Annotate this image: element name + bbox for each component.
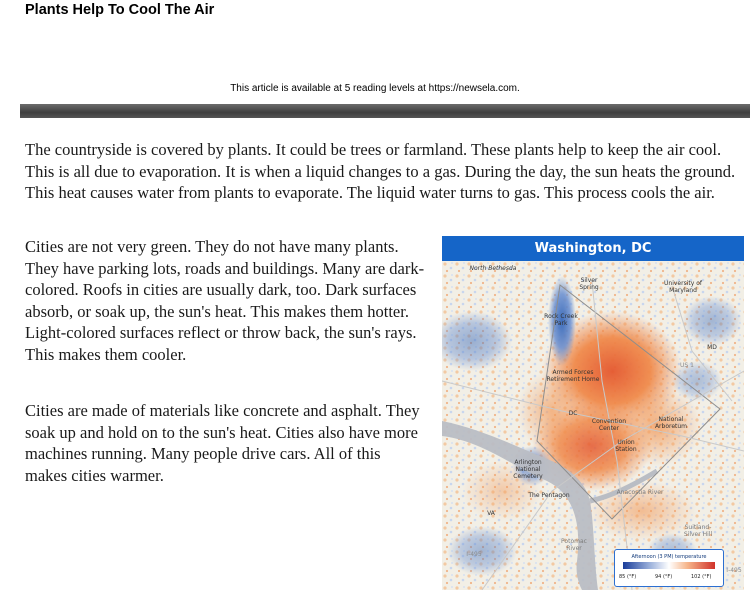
label-suitland-silver-hill: Suitland-Silver Hill [683, 524, 713, 538]
label-university-of-maryland: University of Maryland [664, 280, 702, 294]
legend-tick-low: 85 (°F) [619, 574, 637, 580]
heat-map-figure [442, 236, 744, 590]
paragraph-cities-green: Cities are not very green. They do not have many plants. They have parking lots, roads and buildings. Many are dark-colored. Roofs in cities are usually dark, too. Dark surfaces absorb, or soak up, the sun's heat. This makes them hotter. Light-colored surfaces reflect or throw back, the sun's rays. This makes them cooler. [25, 237, 425, 364]
label-union-station: Union Station [615, 439, 637, 453]
label-dc: DC [568, 410, 578, 417]
label-armed-forces-retirement-home: Armed Forces Retirement Home [546, 369, 600, 383]
label-anacostia-river: Anacostia River [616, 489, 664, 496]
label-va: VA [487, 510, 495, 517]
label-i495-right: I-495 [726, 567, 742, 574]
paragraph-countryside: The countryside is covered by plants. It could be trees or farmland. These plants help to keep the air cool. This is all due to evaporation. It is when a liquid changes to a gas. During the day, the sun heats the ground. This heat causes water from plants to evaporate. The liquid water turns to gas. This process cools the air. [25, 140, 736, 202]
label-silver-spring: Silver Spring [579, 277, 599, 291]
legend-color-scale [623, 562, 715, 569]
label-md: MD [707, 344, 717, 351]
label-north-bethesda: North Bethesda [469, 265, 517, 272]
legend-title: Afternoon (3 PM) temperature [631, 554, 707, 560]
label-the-pentagon: The Pentagon [528, 492, 570, 499]
legend-tick-mid: 94 (°F) [655, 574, 673, 580]
label-convention-center: Convention Center [591, 418, 627, 432]
reading-levels-banner: This article is available at 5 reading levels at https://newsela.com. [230, 83, 520, 94]
legend-tick-high: 102 (°F) [691, 574, 712, 580]
label-national-arboretum: National Arboretum [654, 416, 688, 430]
label-rock-creek-park: Rock Creek Park [544, 313, 578, 327]
header-divider-bar [20, 104, 750, 118]
label-arlington-national-cemetery: Arlington National Cemetery [513, 459, 543, 480]
article-title: Plants Help To Cool The Air [25, 2, 215, 18]
label-potomac-river: Potomac River [561, 538, 587, 552]
map-title: Washington, DC [442, 236, 744, 261]
temperature-legend [614, 549, 724, 587]
paragraph-cities-materials: Cities are made of materials like concrete and asphalt. They soak up and hold on to the sun's heat. Cities also have more machines running. Many people drive cars. All of this makes cities warmer. [25, 401, 420, 485]
label-i495-left: I-495 [466, 551, 482, 558]
label-us1: US 1 [680, 362, 694, 369]
